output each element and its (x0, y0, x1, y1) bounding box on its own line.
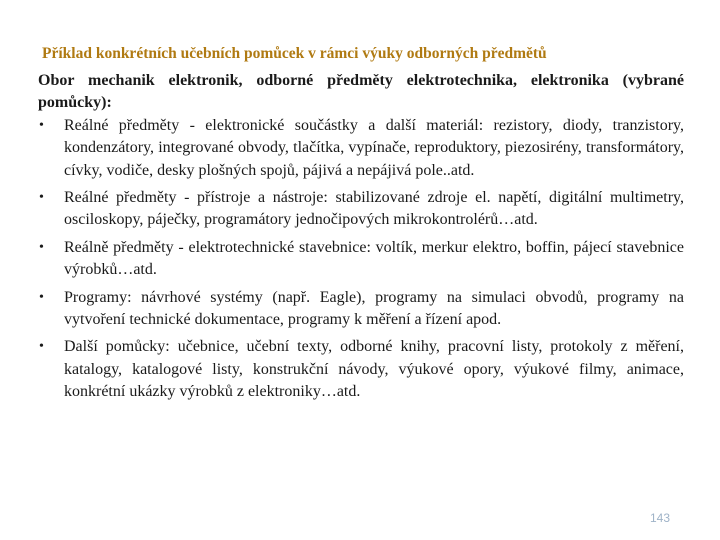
intro-text: Obor mechanik elektronik, odborné předměty elektrotechnika, elektronika (vybrané pomůcky): (38, 72, 684, 112)
page-number: 143 (650, 511, 671, 525)
bullet-list (38, 115, 684, 404)
slide-content (38, 70, 684, 404)
bullet-icon: • (39, 289, 44, 305)
list-item (38, 115, 684, 182)
list-item (38, 336, 684, 403)
bullet-icon: • (39, 339, 44, 355)
list-item-text: Reálně předměty - elektrotechnické stavebnice: voltík, merkur elektro, boffin, pájecí stavebnice výrobků…atd. (64, 238, 684, 279)
list-item-text: Reálné předměty - přístroje a nástroje: stabilizované zdroje el. napětí, digitální multimetry, osciloskopy, páječky, programátory jednočipových mikrokontrolérů…atd. (64, 189, 684, 229)
list-item-text: Další pomůcky: učebnice, učební texty, odborné knihy, pracovní listy, protokoly z měření, katalogy, katalogové listy, konstrukční návody, výukové opory, výukové filmy, animace, konkrétní ukázky výrobků z elektroniky…atd. (64, 338, 684, 401)
slide-title: Příklad konkrétních učebních pomůcek v rámci výuky odborných předmětů (42, 45, 547, 62)
list-item (38, 287, 684, 332)
list-item (38, 187, 684, 232)
list-item (38, 237, 684, 282)
bullet-icon: • (39, 117, 44, 133)
list-item-text: Reálné předměty - elektronické součástky a další materiál: rezistory, diody, tranzistory, kondenzátory, integrované obvody, tlačítka, vypínače, reproduktory, piezosirény, transformátory, cívky, vodiče, desky plošných spojů, pájivá a nepájivá pole..atd. (64, 116, 684, 179)
bullet-icon: • (39, 190, 44, 206)
bullet-icon: • (39, 239, 44, 255)
list-item-text: Programy: návrhové systémy (např. Eagle), programy na simulaci obvodů, programy na vytvoření technické dokumentace, programy k měření a řízení apod. (64, 288, 684, 329)
